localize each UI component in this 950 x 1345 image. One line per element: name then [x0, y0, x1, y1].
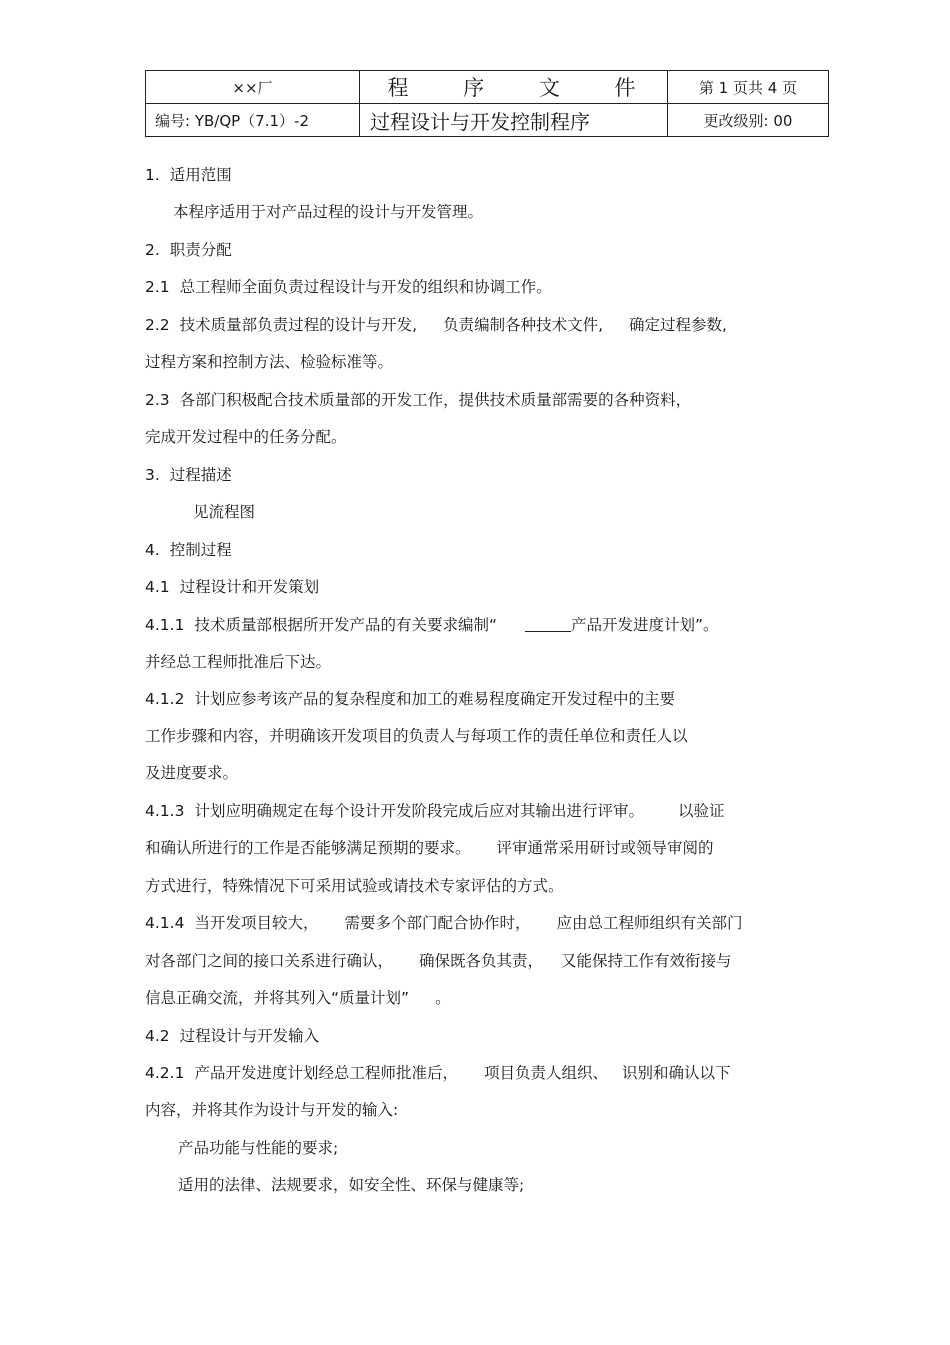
clause-text: 又能保持工作有效衔接与	[561, 952, 732, 970]
clause-2-2	[145, 310, 727, 340]
document-type: 程 序 文 件	[360, 71, 668, 104]
clause-4-1-4-cont-1	[145, 946, 732, 976]
section-2-heading	[145, 235, 232, 265]
section-number: 2.	[145, 241, 160, 259]
clause-text: 和确认所进行的工作是否能够满足预期的要求。	[145, 839, 471, 857]
clause-4-1-2	[145, 684, 675, 714]
clause-text: 应由总工程师组织有关部门	[556, 914, 743, 932]
clause-text: 当开发项目较大，	[194, 914, 319, 932]
clause-4-2-heading	[145, 1021, 319, 1051]
input-list-item: 适用的法律、法规要求，如安全性、环保与健康等;	[178, 1176, 525, 1194]
clause-text: 计划应参考该产品的复杂程度和加工的难易程度确定开发过程中的主要	[194, 690, 675, 708]
clause-text: 信息正确交流，并将其列入“质量计划”	[145, 989, 410, 1007]
clause-text: 各部门积极配合技术质量部的开发工作，提供技术质量部需要的各种资料，	[179, 391, 692, 409]
clause-text: 确保既各负其责，	[419, 952, 544, 970]
clause-4-1-1	[145, 610, 719, 640]
factory-name: ××厂	[146, 71, 360, 104]
section-title: 过程描述	[169, 466, 232, 484]
section-title: 适用范围	[169, 166, 232, 184]
section-1-text: 本程序适用于对产品过程的设计与开发管理。	[173, 203, 484, 221]
section-1-heading	[145, 160, 232, 190]
clause-number: 2.3	[145, 391, 170, 409]
clause-4-1-3-cont-1	[145, 833, 714, 863]
clause-text: 以验证	[677, 802, 725, 820]
input-list-item: 产品功能与性能的要求;	[178, 1139, 339, 1157]
clause-text: 技术质量部负责过程的设计与开发,	[179, 316, 418, 334]
section-number: 3.	[145, 466, 160, 484]
section-4-heading	[145, 535, 232, 565]
section-title: 职责分配	[169, 241, 232, 259]
clause-number: 4.1.1	[145, 616, 185, 634]
section-3-heading	[145, 460, 232, 490]
clause-text: 对各部门之间的接口关系进行确认，	[145, 952, 394, 970]
clause-number: 4.1.3	[145, 802, 185, 820]
clause-title: 过程设计和开发策划	[179, 578, 320, 596]
document-number: 编号: YB/QP（7.1）-2	[146, 104, 360, 137]
clause-number: 4.1.2	[145, 690, 185, 708]
header-row-2	[146, 104, 829, 137]
clause-number: 4.2	[145, 1027, 170, 1045]
clause-2-2-cont: 过程方案和控制方法、检验标准等。	[145, 353, 394, 371]
clause-text: 项目负责人组织、	[483, 1064, 608, 1082]
clause-4-1-4-cont-2	[145, 983, 451, 1013]
section-title: 控制过程	[169, 541, 232, 559]
clause-text: 产品开发进度计划”。	[571, 616, 719, 634]
clause-number: 4.2.1	[145, 1064, 185, 1082]
clause-4-1-2-cont-1: 工作步骤和内容，并明确该开发项目的负责人与每项工作的责任单位和责任人以	[145, 727, 688, 745]
clause-number: 2.1	[145, 278, 170, 296]
clause-text: 技术质量部根据所开发产品的有关要求编制“	[194, 616, 497, 634]
document-header-table	[145, 70, 829, 137]
revision-level: 更改级别: 00	[668, 104, 829, 137]
clause-4-1-1-cont: 并经总工程师批准后下达。	[145, 653, 332, 671]
clause-2-3-cont: 完成开发过程中的任务分配。	[145, 428, 347, 446]
clause-4-1-2-cont-2: 及进度要求。	[145, 764, 239, 782]
clause-text: 总工程师全面负责过程设计与开发的组织和协调工作。	[179, 278, 552, 296]
clause-4-1-3	[145, 796, 724, 826]
clause-text: 评审通常采用研讨或领导审阅的	[496, 839, 714, 857]
clause-text: 计划应明确规定在每个设计开发阶段完成后应对其输出进行评审。	[194, 802, 644, 820]
clause-2-3	[145, 385, 691, 415]
section-3-text: 见流程图	[193, 503, 256, 521]
clause-2-1	[145, 272, 552, 302]
clause-4-1-heading	[145, 572, 319, 602]
clause-text: 。	[435, 989, 451, 1007]
clause-4-1-4	[145, 908, 743, 938]
clause-4-2-1-cont: 内容，并将其作为设计与开发的输入:	[145, 1101, 399, 1119]
clause-number: 4.1	[145, 578, 170, 596]
clause-number: 2.2	[145, 316, 170, 334]
clause-4-2-1	[145, 1058, 731, 1088]
section-number: 1.	[145, 166, 160, 184]
clause-text: 识别和确认以下	[621, 1064, 731, 1082]
clause-4-1-3-cont-2: 方式进行，特殊情况下可采用试验或请技术专家评估的方式。	[145, 877, 564, 895]
document-title: 过程设计与开发控制程序	[360, 104, 668, 137]
page-info: 第 1 页共 4 页	[668, 71, 829, 104]
header-row-1	[146, 71, 829, 104]
clause-text: 负责编制各种技术文件,	[443, 316, 604, 334]
clause-text: 确定过程参数,	[629, 316, 727, 334]
section-number: 4.	[145, 541, 160, 559]
clause-text: 产品开发进度计划经总工程师批准后，	[194, 1064, 458, 1082]
clause-number: 4.1.4	[145, 914, 185, 932]
clause-text: 需要多个部门配合协作时，	[344, 914, 531, 932]
blank-underline	[525, 615, 571, 632]
clause-title: 过程设计与开发输入	[179, 1027, 320, 1045]
